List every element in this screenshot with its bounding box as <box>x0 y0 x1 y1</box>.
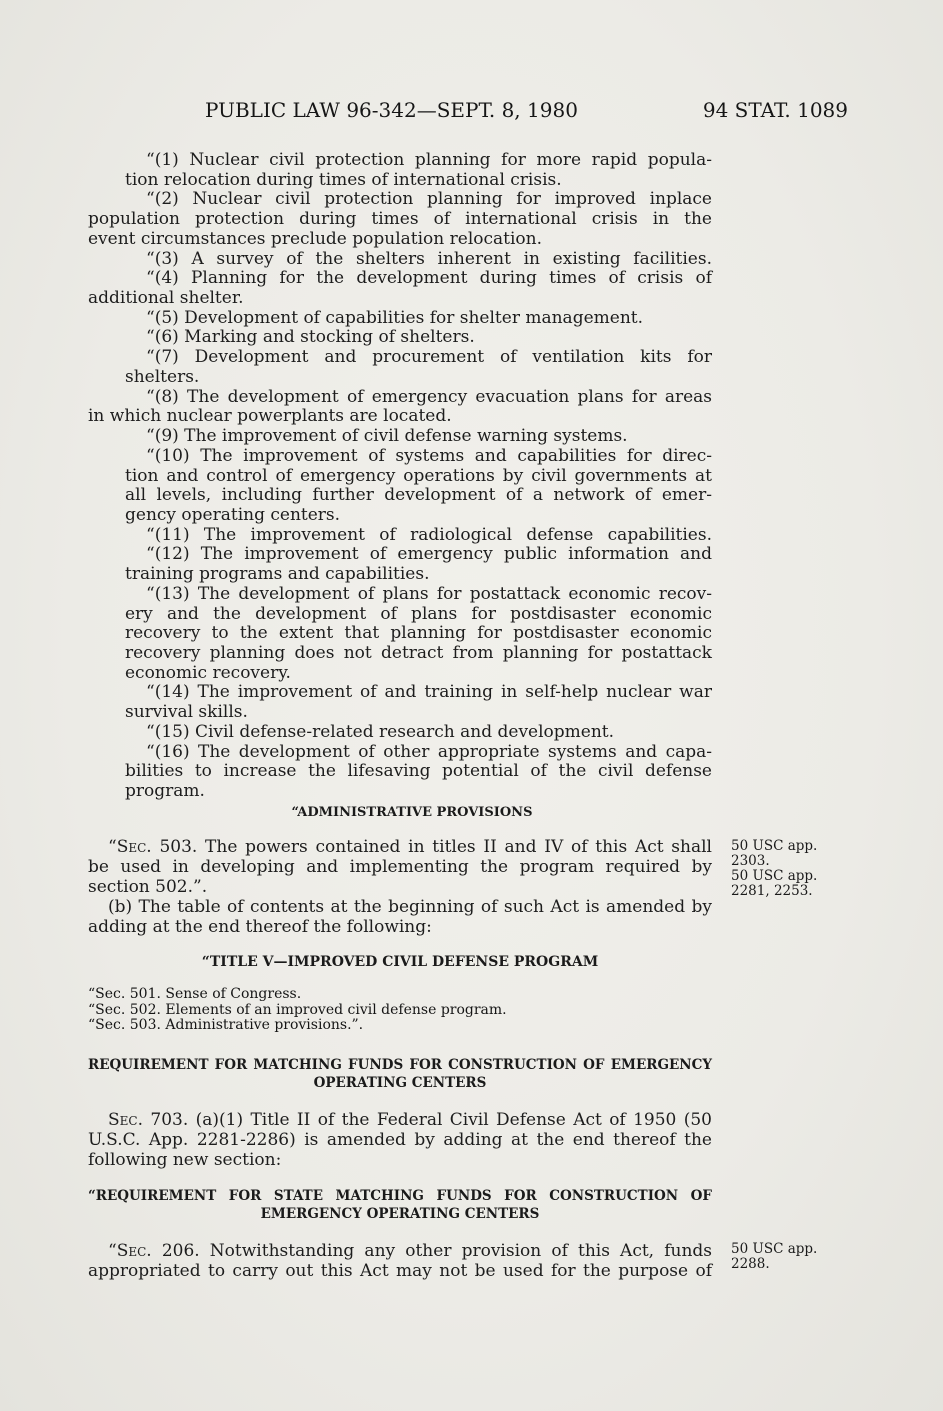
heading-line: EMERGENCY OPERATING CENTERS <box>260 1206 540 1222</box>
text-line: recovery planning does not detract from planning for postattack <box>125 642 712 663</box>
margin-note-line: 2281, 2253. <box>731 883 813 899</box>
text-line: “(6) Marking and stocking of shelters. <box>146 327 475 348</box>
text-line: “(4) Planning for the development during times of crisis of <box>146 268 712 289</box>
text-line: training programs and capabilities. <box>125 564 430 585</box>
toc-entry: “Sec. 501. Sense of Congress. <box>88 986 302 1002</box>
heading-line: “ADMINISTRATIVE PROVISIONS <box>291 805 533 820</box>
text-line: “(13) The development of plans for postattack economic recov- <box>146 583 712 604</box>
heading-line: REQUIREMENT FOR MATCHING FUNDS FOR CONSTRUCTION OF EMERGENCY <box>88 1057 712 1073</box>
text-line: “(5) Development of capabilities for shelter management. <box>146 307 644 328</box>
text-line: “(15) Civil defense-related research and development. <box>146 721 615 742</box>
paragraph <box>88 897 712 937</box>
margin-note-line: 50 USC app. <box>731 868 818 884</box>
text-line: “(9) The improvement of civil defense warning systems. <box>146 426 628 447</box>
text-line: population protection during times of international crisis in the <box>88 209 712 230</box>
text-line: gency operating centers. <box>125 504 341 525</box>
heading-line: OPERATING CENTERS <box>313 1075 487 1091</box>
text-line: tion relocation during times of international crisis. <box>125 169 562 190</box>
running-head-law-title: PUBLIC LAW 96-342—SEPT. 8, 1980 <box>205 98 578 122</box>
paragraph <box>88 683 712 722</box>
toc-entry: “Sec. 502. Elements of an improved civil defense program. <box>88 1001 507 1018</box>
text-line: be used in developing and implementing the program required by <box>88 857 712 877</box>
heading-line: “TITLE V—IMPROVED CIVIL DEFENSE PROGRAM <box>201 954 599 970</box>
line-text: 206. Notwithstanding any other provision of this Act, funds <box>161 1241 713 1261</box>
text-line: “(16) The development of other appropriate systems and capa- <box>146 741 712 762</box>
text-line: “(8) The development of emergency evacuation plans for areas <box>146 386 712 407</box>
margin-note-usc-citation <box>731 839 817 899</box>
matching-funds-heading <box>88 1056 712 1092</box>
text-line: “(14) The improvement of and training in self-help nuclear war <box>146 682 712 703</box>
text-line: “(7) Development and procurement of ventilation kits for <box>146 347 712 368</box>
text-line: economic recovery. <box>125 662 291 683</box>
paragraph <box>88 151 712 190</box>
paragraph <box>88 837 712 897</box>
heading-line: “REQUIREMENT FOR STATE MATCHING FUNDS FOR CONSTRUCTION OF <box>88 1188 712 1204</box>
civil-defense-program-elements <box>88 151 712 802</box>
paragraph <box>88 743 712 802</box>
text-line: tion and control of emergency operations by civil governments at <box>125 465 712 486</box>
margin-note-line: 2288. <box>731 1256 770 1272</box>
section-label: Sec. <box>108 1110 143 1130</box>
title-v-heading <box>88 952 712 972</box>
text-line <box>88 837 712 857</box>
text-line: shelters. <box>125 366 200 387</box>
paragraph <box>88 309 712 329</box>
paragraph <box>88 545 712 584</box>
text-line <box>88 1241 712 1261</box>
text-line: “(10) The improvement of systems and capabilities for direc- <box>146 445 712 466</box>
text-line: “(3) A survey of the shelters inherent in existing facilities. <box>146 248 712 269</box>
text-line: U.S.C. App. 2281-2286) is amended by adding at the end thereof the <box>88 1130 712 1150</box>
text-line: additional shelter. <box>88 288 244 309</box>
paragraph <box>88 427 712 447</box>
text-line: ery and the development of plans for postdisaster economic <box>125 603 712 624</box>
paragraph <box>88 388 712 427</box>
text-line: recovery to the extent that planning for postdisaster economic <box>125 623 712 644</box>
margin-note-line: 50 USC app. <box>731 838 818 854</box>
administrative-provisions-heading <box>88 804 712 822</box>
text-line: following new section: <box>88 1150 282 1170</box>
paragraph <box>88 447 712 526</box>
text-line: “(12) The improvement of emergency public information and <box>146 544 712 565</box>
text-line: in which nuclear powerplants are located. <box>88 406 452 427</box>
state-matching-funds-heading <box>88 1187 712 1223</box>
paragraph <box>88 723 712 743</box>
paragraph <box>88 585 712 684</box>
text-line <box>88 1110 712 1130</box>
running-head-stat-page: 94 STAT. 1089 <box>702 98 848 122</box>
margin-note-line: 50 USC app. <box>731 1241 818 1257</box>
section-label: “Sec. <box>108 837 152 857</box>
text-line: “(2) Nuclear civil protection planning for improved inplace <box>146 189 712 210</box>
text-line: “(11) The improvement of radiological defense capabilities. <box>146 524 712 545</box>
text-line: section 502.”. <box>88 877 208 897</box>
paragraph <box>88 190 712 249</box>
text-line: bilities to increase the lifesaving potential of the civil defense <box>125 761 712 782</box>
paragraph <box>88 328 712 348</box>
paragraph <box>88 348 712 387</box>
text-line: (b) The table of contents at the beginning of such Act is amended by <box>108 897 712 917</box>
section-206-text <box>88 1241 712 1281</box>
toc-entry: “Sec. 503. Administrative provisions.”. <box>88 1017 364 1033</box>
text-line: event circumstances preclude population relocation. <box>88 228 543 249</box>
text-line: appropriated to carry out this Act may not be used for the purpose of <box>88 1261 712 1281</box>
line-text: 503. The powers contained in titles II and IV of this Act shall <box>159 837 712 857</box>
text-line: all levels, including further development of a network of emer- <box>125 485 712 506</box>
text-line: “(1) Nuclear civil protection planning for more rapid popula- <box>146 150 712 170</box>
text-line: survival skills. <box>125 702 248 723</box>
paragraph <box>88 269 712 308</box>
title-v-table-of-contents <box>88 987 712 1034</box>
paragraph <box>88 1241 712 1281</box>
margin-note-line: 2303. <box>731 853 770 869</box>
text-line: program. <box>125 781 205 801</box>
section-703-text <box>88 1110 712 1170</box>
line-text: 703. (a)(1) Title II of the Federal Civil Defense Act of 1950 (50 <box>150 1110 712 1130</box>
paragraph <box>88 1110 712 1170</box>
section-label: “Sec. <box>108 1241 152 1261</box>
section-503-text <box>88 837 712 937</box>
margin-note-usc-citation <box>731 1242 817 1272</box>
paragraph <box>88 250 712 270</box>
text-line: adding at the end thereof the following: <box>88 917 432 937</box>
paragraph <box>88 526 712 546</box>
